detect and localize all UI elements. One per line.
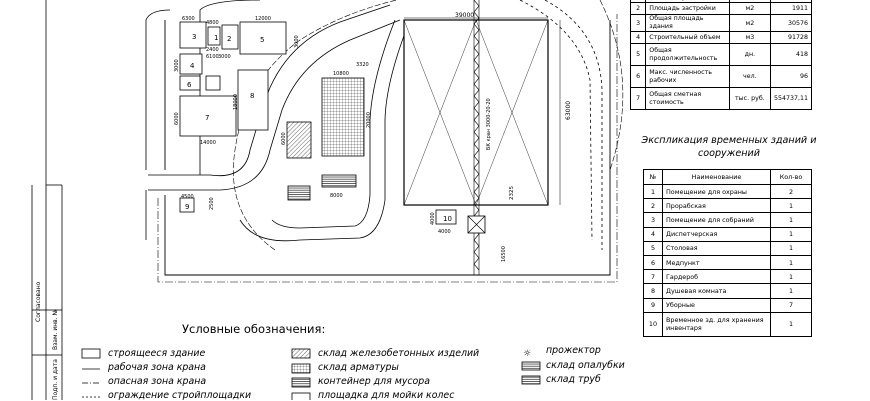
indicator-row [631,15,812,32]
legend-pipes: склад труб [546,374,601,385]
dim-63000: 63000 [565,100,572,120]
expl-num: 8 [644,284,663,298]
bld-8: 8 [250,92,255,100]
dim-6300: 6300 [182,16,195,22]
indicator-unit: дн. [729,44,770,66]
indicator-num: 5 [631,44,646,66]
bld-2: 2 [227,35,232,43]
explication-row [644,227,812,241]
expl-qty: 1 [771,270,812,284]
indicator-row [631,88,812,110]
bld-5: 5 [260,36,265,44]
explication-row [644,298,812,312]
indicator-row [631,44,812,66]
expl-name: Временное зд. для хранения инвентаря [663,312,771,336]
dim-10800: 10800 [333,71,349,77]
pipe-store-area [288,186,310,200]
dim-4000b: 4000 [438,229,451,235]
explication-row [644,199,812,213]
floodlight-icon: ☼ [523,349,532,359]
dim-4000a: 4000 [430,212,436,225]
dim-14000: 14000 [200,140,216,146]
expl-qty: 1 [771,213,812,227]
indicator-value: 1911 [770,3,811,15]
dim-18000: 18000 [233,94,239,110]
indicator-row [631,66,812,88]
expl-name: Медпункт [663,255,771,269]
legend-fence: ограждение стройплощадки [108,390,252,401]
indicator-num: 2 [631,3,646,15]
indicator-num: 7 [631,88,646,110]
legend-floodlight: прожектор [546,345,601,356]
expl-head-num: № [644,170,663,185]
explication-body [644,185,812,337]
indicator-name: Общая продолжительность [646,44,730,66]
indicator-name: Строительный объем [646,32,730,44]
bld-1: 1 [214,34,219,42]
expl-num: 7 [644,270,663,284]
expl-name: Диспетчерская [663,227,771,241]
legend-wash: площадка для мойки колес [318,390,455,401]
indicator-row [631,3,812,15]
expl-name: Уборные [663,298,771,312]
explication-row [644,185,812,199]
indicator-num: 4 [631,32,646,44]
indicator-value: 418 [770,44,811,66]
indicator-name: Площадь застройки [646,3,730,15]
expl-num: 3 [644,213,663,227]
indicator-unit: м3 [729,32,770,44]
explication-row [644,241,812,255]
indicator-num: 6 [631,66,646,88]
bld-3: 3 [192,33,197,41]
dim-39000: 39000 [455,12,475,19]
expl-name: Столовая [663,241,771,255]
dim-2400: 2400 [206,47,219,53]
bld-4: 4 [190,62,195,70]
rc-store-area [287,122,311,158]
rebar-store-area [322,78,364,156]
dim-2500: 2500 [209,197,215,210]
indicator-unit: м2 [729,15,770,32]
dim-3000b: 3000 [294,35,300,48]
legend-building: строящееся здание [108,348,206,359]
expl-qty: 1 [771,255,812,269]
explication-row [644,312,812,336]
stamp-agreed: Согласовано [35,281,42,322]
dim-3000c: 3000 [174,59,180,72]
expl-qty: 7 [771,298,812,312]
expl-num: 5 [644,241,663,255]
indicator-name: Макс. численность рабочих [646,66,730,88]
expl-num: 2 [644,199,663,213]
expl-head-qty: Кол-во [771,170,812,185]
bld-7: 7 [205,114,210,122]
expl-num: 1 [644,185,663,199]
dim-16500: 16500 [501,246,507,262]
expl-qty: 1 [771,312,812,336]
legend-formwork: склад опалубки [546,360,625,371]
dim-8000: 8000 [330,193,343,199]
expl-qty: 2 [771,185,812,199]
indicator-num: 3 [631,15,646,32]
legend-trash: контейнер для мусора [318,376,430,387]
dim-20000: 20000 [366,112,372,128]
legend-work-zone: рабочая зона крана [108,362,206,373]
dim-4500: 4500 [181,194,194,200]
dim-4800: 4800 [206,20,219,26]
indicators-table [630,0,812,110]
expl-name: Помещение для собраний [663,213,771,227]
expl-name: Помещение для охраны [663,185,771,199]
expl-num: 9 [644,298,663,312]
expl-qty: 1 [771,199,812,213]
bld-10: 10 [443,215,452,223]
legend-rebar-store: склад арматуры [318,362,399,373]
expl-name: Прорабская [663,199,771,213]
indicator-value: 554737,11 [770,88,811,110]
explication-title: Экспликация временных зданий и сооружений [641,135,817,159]
indicator-row [631,32,812,44]
expl-name: Гардероб [663,270,771,284]
expl-qty: 1 [771,227,812,241]
indicator-value: 91728 [770,32,811,44]
bld-6: 6 [187,81,192,89]
indicator-unit: м2 [729,3,770,15]
indicator-value: 30576 [770,15,811,32]
indicator-name: Общая сметная стоимость [646,88,730,110]
dim-3000a: 3000 [218,54,231,60]
indicator-value: 96 [770,66,811,88]
expl-num: 10 [644,312,663,336]
expl-head-name: Наименование [663,170,771,185]
indicator-unit: чел. [729,66,770,88]
explication-row [644,213,812,227]
expl-name: Душевая комната [663,284,771,298]
dim-6000a: 6000 [174,112,180,125]
crane-label: БК кран 3000-20-20 [486,98,492,150]
bld-9: 9 [185,203,190,211]
indicator-unit: тыс. руб. [729,88,770,110]
legend-danger-zone: опасная зона крана [108,376,207,387]
dim-6000b: 6000 [281,132,287,145]
explication-table [643,169,812,337]
legend-title: Условные обозначения: [182,322,326,336]
explication-header-row [644,170,812,185]
expl-num: 4 [644,227,663,241]
explication-row [644,255,812,269]
expl-qty: 1 [771,241,812,255]
stamp-sign: Подп. и дата [52,359,59,400]
indicator-name: Общая площадь здания [646,15,730,32]
dim-2325: 2325 [509,186,515,200]
expl-num: 6 [644,255,663,269]
indicators-body [631,0,812,110]
expl-qty: 1 [771,284,812,298]
explication-row [644,270,812,284]
explication-row [644,284,812,298]
dim-12000: 12000 [255,16,271,22]
formwork-store-area [322,175,356,187]
dim-6100: 6100 [206,54,219,60]
stamp-inv: Взам. инв. № [52,309,59,350]
dim-3320: 3320 [356,62,369,68]
legend-rc-store: склад железобетонных изделий [318,348,480,359]
